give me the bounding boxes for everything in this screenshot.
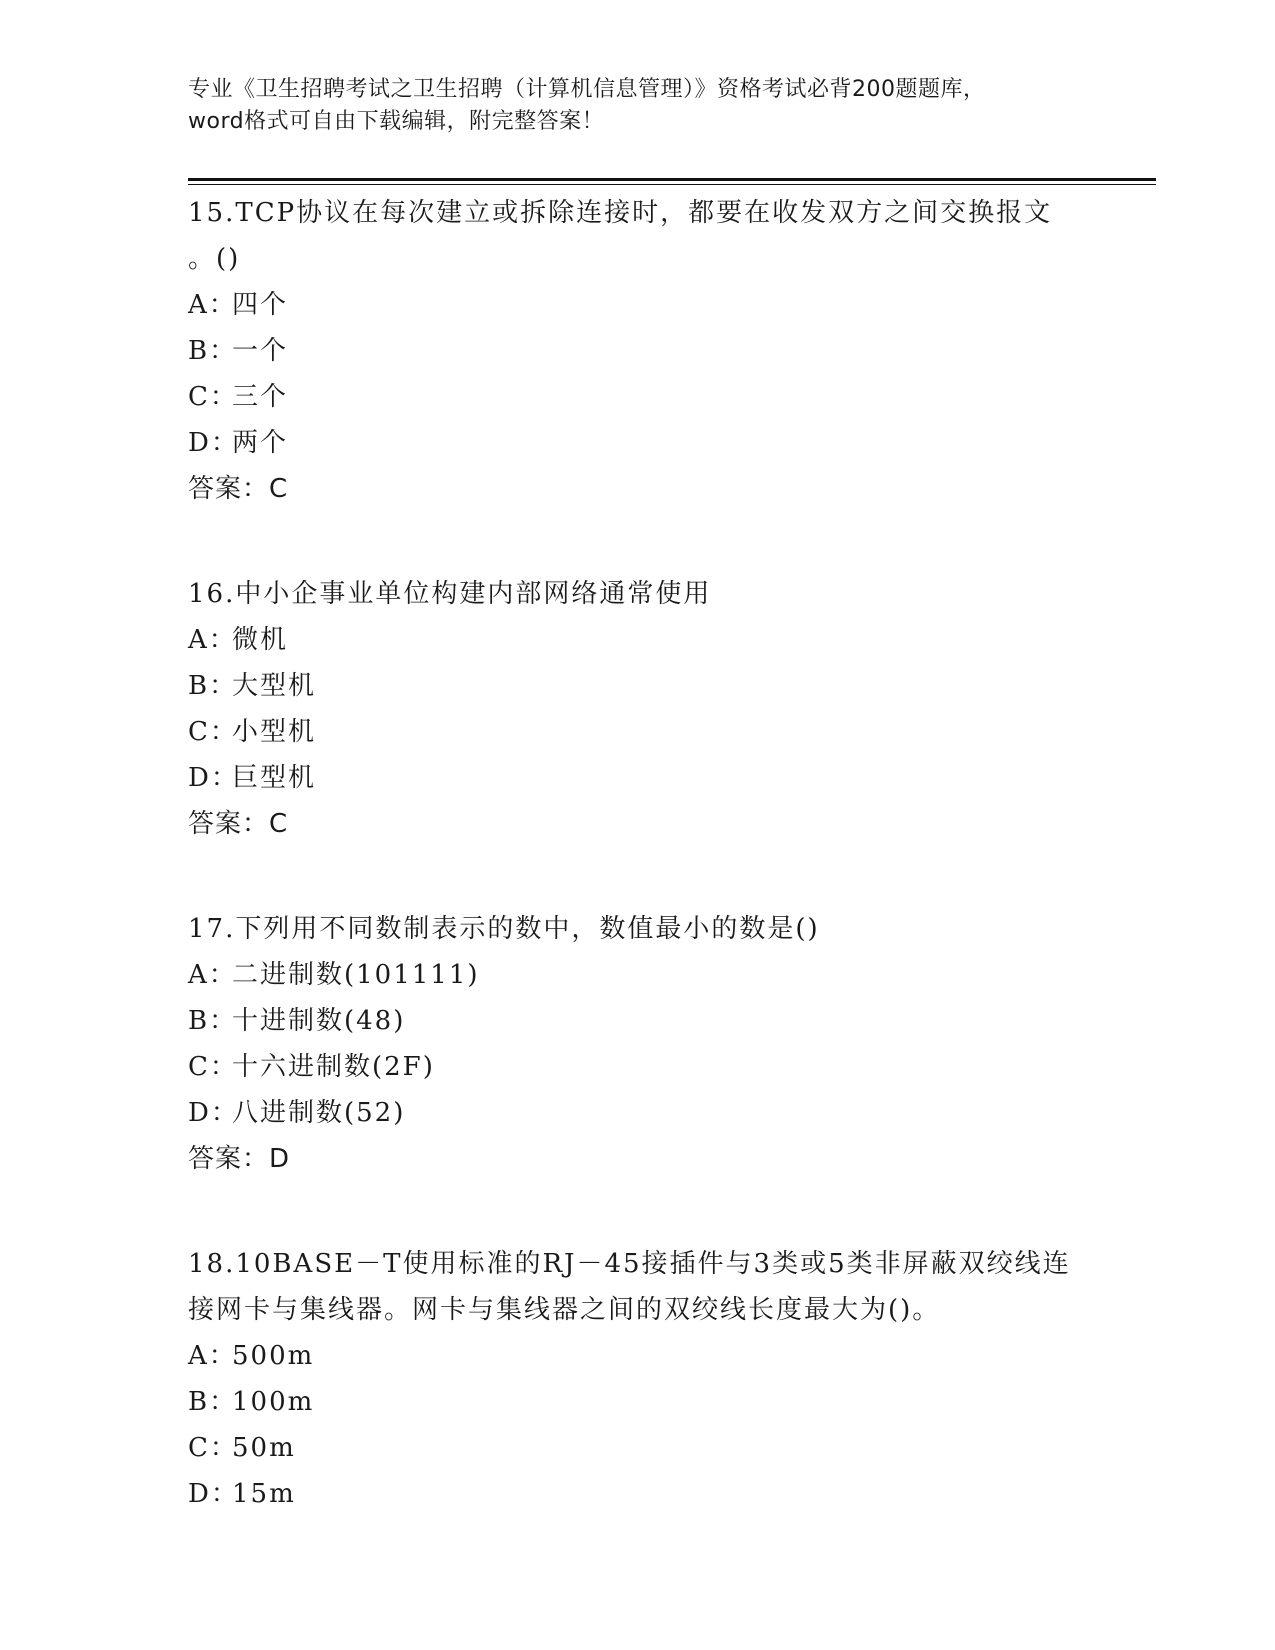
option-d — [188, 755, 1088, 801]
question-stem-continued: 。() — [188, 244, 241, 274]
answer-line: 答案：D — [188, 1144, 291, 1174]
option-letter: D： — [188, 1479, 239, 1509]
option-d — [188, 1471, 1088, 1517]
question-stem: 17.下列用不同数制表示的数中，数值最小的数是() — [188, 914, 820, 944]
option-text: 500m — [232, 1341, 315, 1371]
header-line-1: 专业《卫生招聘考试之卫生招聘（计算机信息管理）》资格考试必背200题题库， — [188, 77, 986, 102]
option-letter: D： — [188, 428, 239, 458]
option-letter: B： — [188, 336, 238, 366]
option-letter: C： — [188, 1052, 238, 1082]
header-divider-thick — [188, 178, 1156, 181]
option-letter: A： — [188, 1341, 237, 1371]
option-text: 八进制数(52) — [232, 1098, 406, 1128]
option-b — [188, 1379, 1088, 1425]
answer-line: 答案：C — [188, 809, 289, 839]
option-d — [188, 1090, 1088, 1136]
question-stem: 15.TCP协议在每次建立或拆除连接时，都要在收发双方之间交换报文 — [188, 198, 1053, 228]
question-stem: 18.10BASE－T使用标准的RJ－45接插件与3类或5类非屏蔽双绞线连 — [188, 1249, 1071, 1279]
option-a — [188, 952, 1088, 998]
option-b — [188, 663, 1088, 709]
header-line-2: word格式可自由下载编辑，附完整答案！ — [188, 109, 605, 134]
option-letter: C： — [188, 717, 238, 747]
option-letter: B： — [188, 1387, 238, 1417]
question-16 — [188, 571, 1088, 847]
option-c — [188, 1425, 1088, 1471]
option-text: 一个 — [232, 336, 289, 366]
option-c — [188, 374, 1088, 420]
option-text: 15m — [232, 1479, 296, 1509]
option-text: 100m — [232, 1387, 315, 1417]
option-text: 四个 — [232, 290, 289, 320]
option-a — [188, 1333, 1088, 1379]
option-letter: A： — [188, 290, 237, 320]
option-d — [188, 420, 1088, 466]
option-letter: B： — [188, 671, 238, 701]
question-17 — [188, 906, 1088, 1182]
option-c — [188, 1044, 1088, 1090]
answer-line: 答案：C — [188, 474, 289, 504]
option-text: 大型机 — [232, 671, 317, 701]
question-stem: 16.中小企事业单位构建内部网络通常使用 — [188, 579, 712, 609]
option-b — [188, 998, 1088, 1044]
option-text: 三个 — [232, 382, 289, 412]
question-18 — [188, 1241, 1088, 1517]
option-text: 两个 — [232, 428, 289, 458]
option-text: 50m — [232, 1433, 296, 1463]
question-stem-continued: 接网卡与集线器。网卡与集线器之间的双绞线长度最大为()。 — [188, 1295, 941, 1325]
option-letter: A： — [188, 625, 237, 655]
option-text: 二进制数(101111) — [232, 960, 480, 990]
option-letter: D： — [188, 763, 239, 793]
option-a — [188, 617, 1088, 663]
option-letter: D： — [188, 1098, 239, 1128]
option-letter: C： — [188, 382, 238, 412]
option-letter: C： — [188, 1433, 238, 1463]
document-header — [188, 74, 1088, 138]
question-list — [188, 190, 1088, 1576]
option-text: 巨型机 — [232, 763, 317, 793]
option-text: 十六进制数(2F) — [232, 1052, 435, 1082]
option-text: 十进制数(48) — [232, 1006, 406, 1036]
option-a — [188, 282, 1088, 328]
option-letter: A： — [188, 960, 237, 990]
option-text: 小型机 — [232, 717, 317, 747]
header-divider-thin — [188, 184, 1156, 185]
option-b — [188, 328, 1088, 374]
question-15 — [188, 190, 1088, 512]
option-c — [188, 709, 1088, 755]
option-letter: B： — [188, 1006, 238, 1036]
option-text: 微机 — [232, 625, 289, 655]
